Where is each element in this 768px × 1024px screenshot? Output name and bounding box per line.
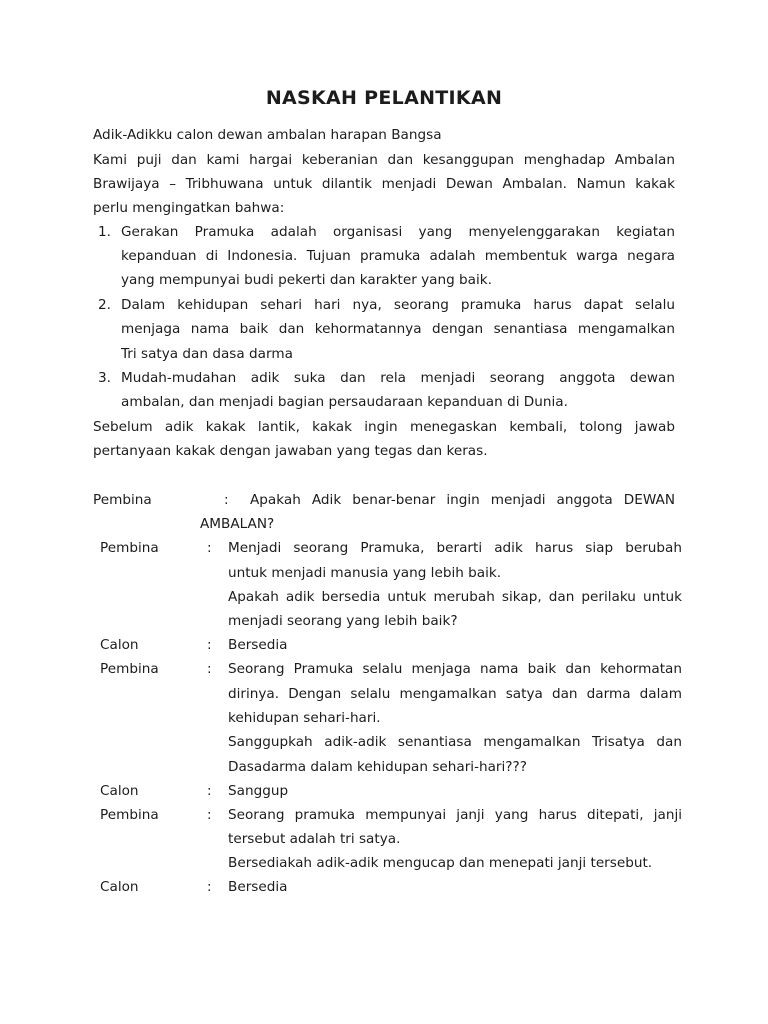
list-item-line: Gerakan Pramuka adalah organisasi yang menyelenggarakan kegiatan <box>121 224 675 240</box>
speaker-label: Calon <box>100 637 139 653</box>
speaker-colon: : <box>207 661 212 677</box>
dialog-line: Apakah adik bersedia untuk merubah sikap, dan perilaku untuk <box>228 589 682 605</box>
dialog-line: AMBALAN? <box>200 516 275 532</box>
speaker-colon: : <box>207 540 212 556</box>
speaker-colon: : <box>207 807 212 823</box>
document-title: NASKAH PELANTIKAN <box>265 87 503 109</box>
list-item-line: menjaga nama baik dan kehormatannya dengan senantiasa mengamalkan <box>121 321 675 337</box>
list-number: 3. <box>98 370 111 386</box>
dialog-line: untuk menjadi manusia yang lebih baik. <box>228 565 502 581</box>
intro-line: perlu mengingatkan bahwa: <box>93 200 285 216</box>
speaker-colon: : <box>207 637 212 653</box>
speaker-label: Calon <box>100 879 139 895</box>
dialog-line: Menjadi seorang Pramuka, berarti adik harus siap berubah <box>228 540 682 556</box>
dialog-line: Seorang pramuka mempunyai janji yang harus ditepati, janji <box>228 807 682 823</box>
list-item-line: Mudah-mudahan adik suka dan rela menjadi seorang anggota dewan <box>121 370 675 386</box>
list-item-line: Tri satya dan dasa darma <box>121 346 293 362</box>
dialog-line: Sanggupkah adik-adik senantiasa mengamalkan Trisatya dan <box>228 734 682 750</box>
dialog-line: tersebut adalah tri satya. <box>228 831 401 847</box>
dialog-line: dirinya. Dengan selalu mengamalkan satya dan darma dalam <box>228 686 682 702</box>
speaker-label: Pembina <box>100 661 159 677</box>
intro-line: Adik-Adikku calon dewan ambalan harapan Bangsa <box>93 127 442 143</box>
dialog-line: Apakah Adik benar-benar ingin menjadi anggota DEWAN <box>250 492 675 508</box>
dialog-line: Sanggup <box>228 783 289 799</box>
list-number: 1. <box>98 224 111 240</box>
speaker-label: Pembina <box>100 540 159 556</box>
dialog-line: Bersedia <box>228 637 288 653</box>
intro-line: Kami puji dan kami hargai keberanian dan kesanggupan menghadap Ambalan <box>93 152 675 168</box>
list-item-line: kepanduan di Indonesia. Tujuan pramuka adalah membentuk warga negara <box>121 248 675 264</box>
list-item-line: ambalan, dan menjadi bagian persaudaraan kepanduan di Dunia. <box>121 394 568 410</box>
speaker-colon: : <box>207 879 212 895</box>
dialog-line: Seorang Pramuka selalu menjaga nama baik dan kehormatan <box>228 661 682 677</box>
list-item-line: yang mempunyai budi pekerti dan karakter yang baik. <box>121 272 492 288</box>
intro-line: Brawijaya – Tribhuwana untuk dilantik menjadi Dewan Ambalan. Namun kakak <box>93 176 675 192</box>
speaker-label: Pembina <box>93 492 152 508</box>
closing-line: pertanyaan kakak dengan jawaban yang tegas dan keras. <box>93 443 488 459</box>
speaker-label: Pembina <box>100 807 159 823</box>
speaker-colon: : <box>224 492 229 508</box>
speaker-label: Calon <box>100 783 139 799</box>
dialog-line: Dasadarma dalam kehidupan sehari-hari??? <box>228 759 527 775</box>
list-item-line: Dalam kehidupan sehari hari nya, seorang pramuka harus dapat selalu <box>121 297 675 313</box>
speaker-colon: : <box>207 783 212 799</box>
dialog-line: kehidupan sehari-hari. <box>228 710 381 726</box>
dialog-line: menjadi seorang yang lebih baik? <box>228 613 458 629</box>
dialog-line: Bersedia <box>228 879 288 895</box>
dialog-line: Bersediakah adik-adik mengucap dan menepati janji tersebut. <box>228 855 653 871</box>
list-number: 2. <box>98 297 111 313</box>
closing-line: Sebelum adik kakak lantik, kakak ingin menegaskan kembali, tolong jawab <box>93 419 675 435</box>
